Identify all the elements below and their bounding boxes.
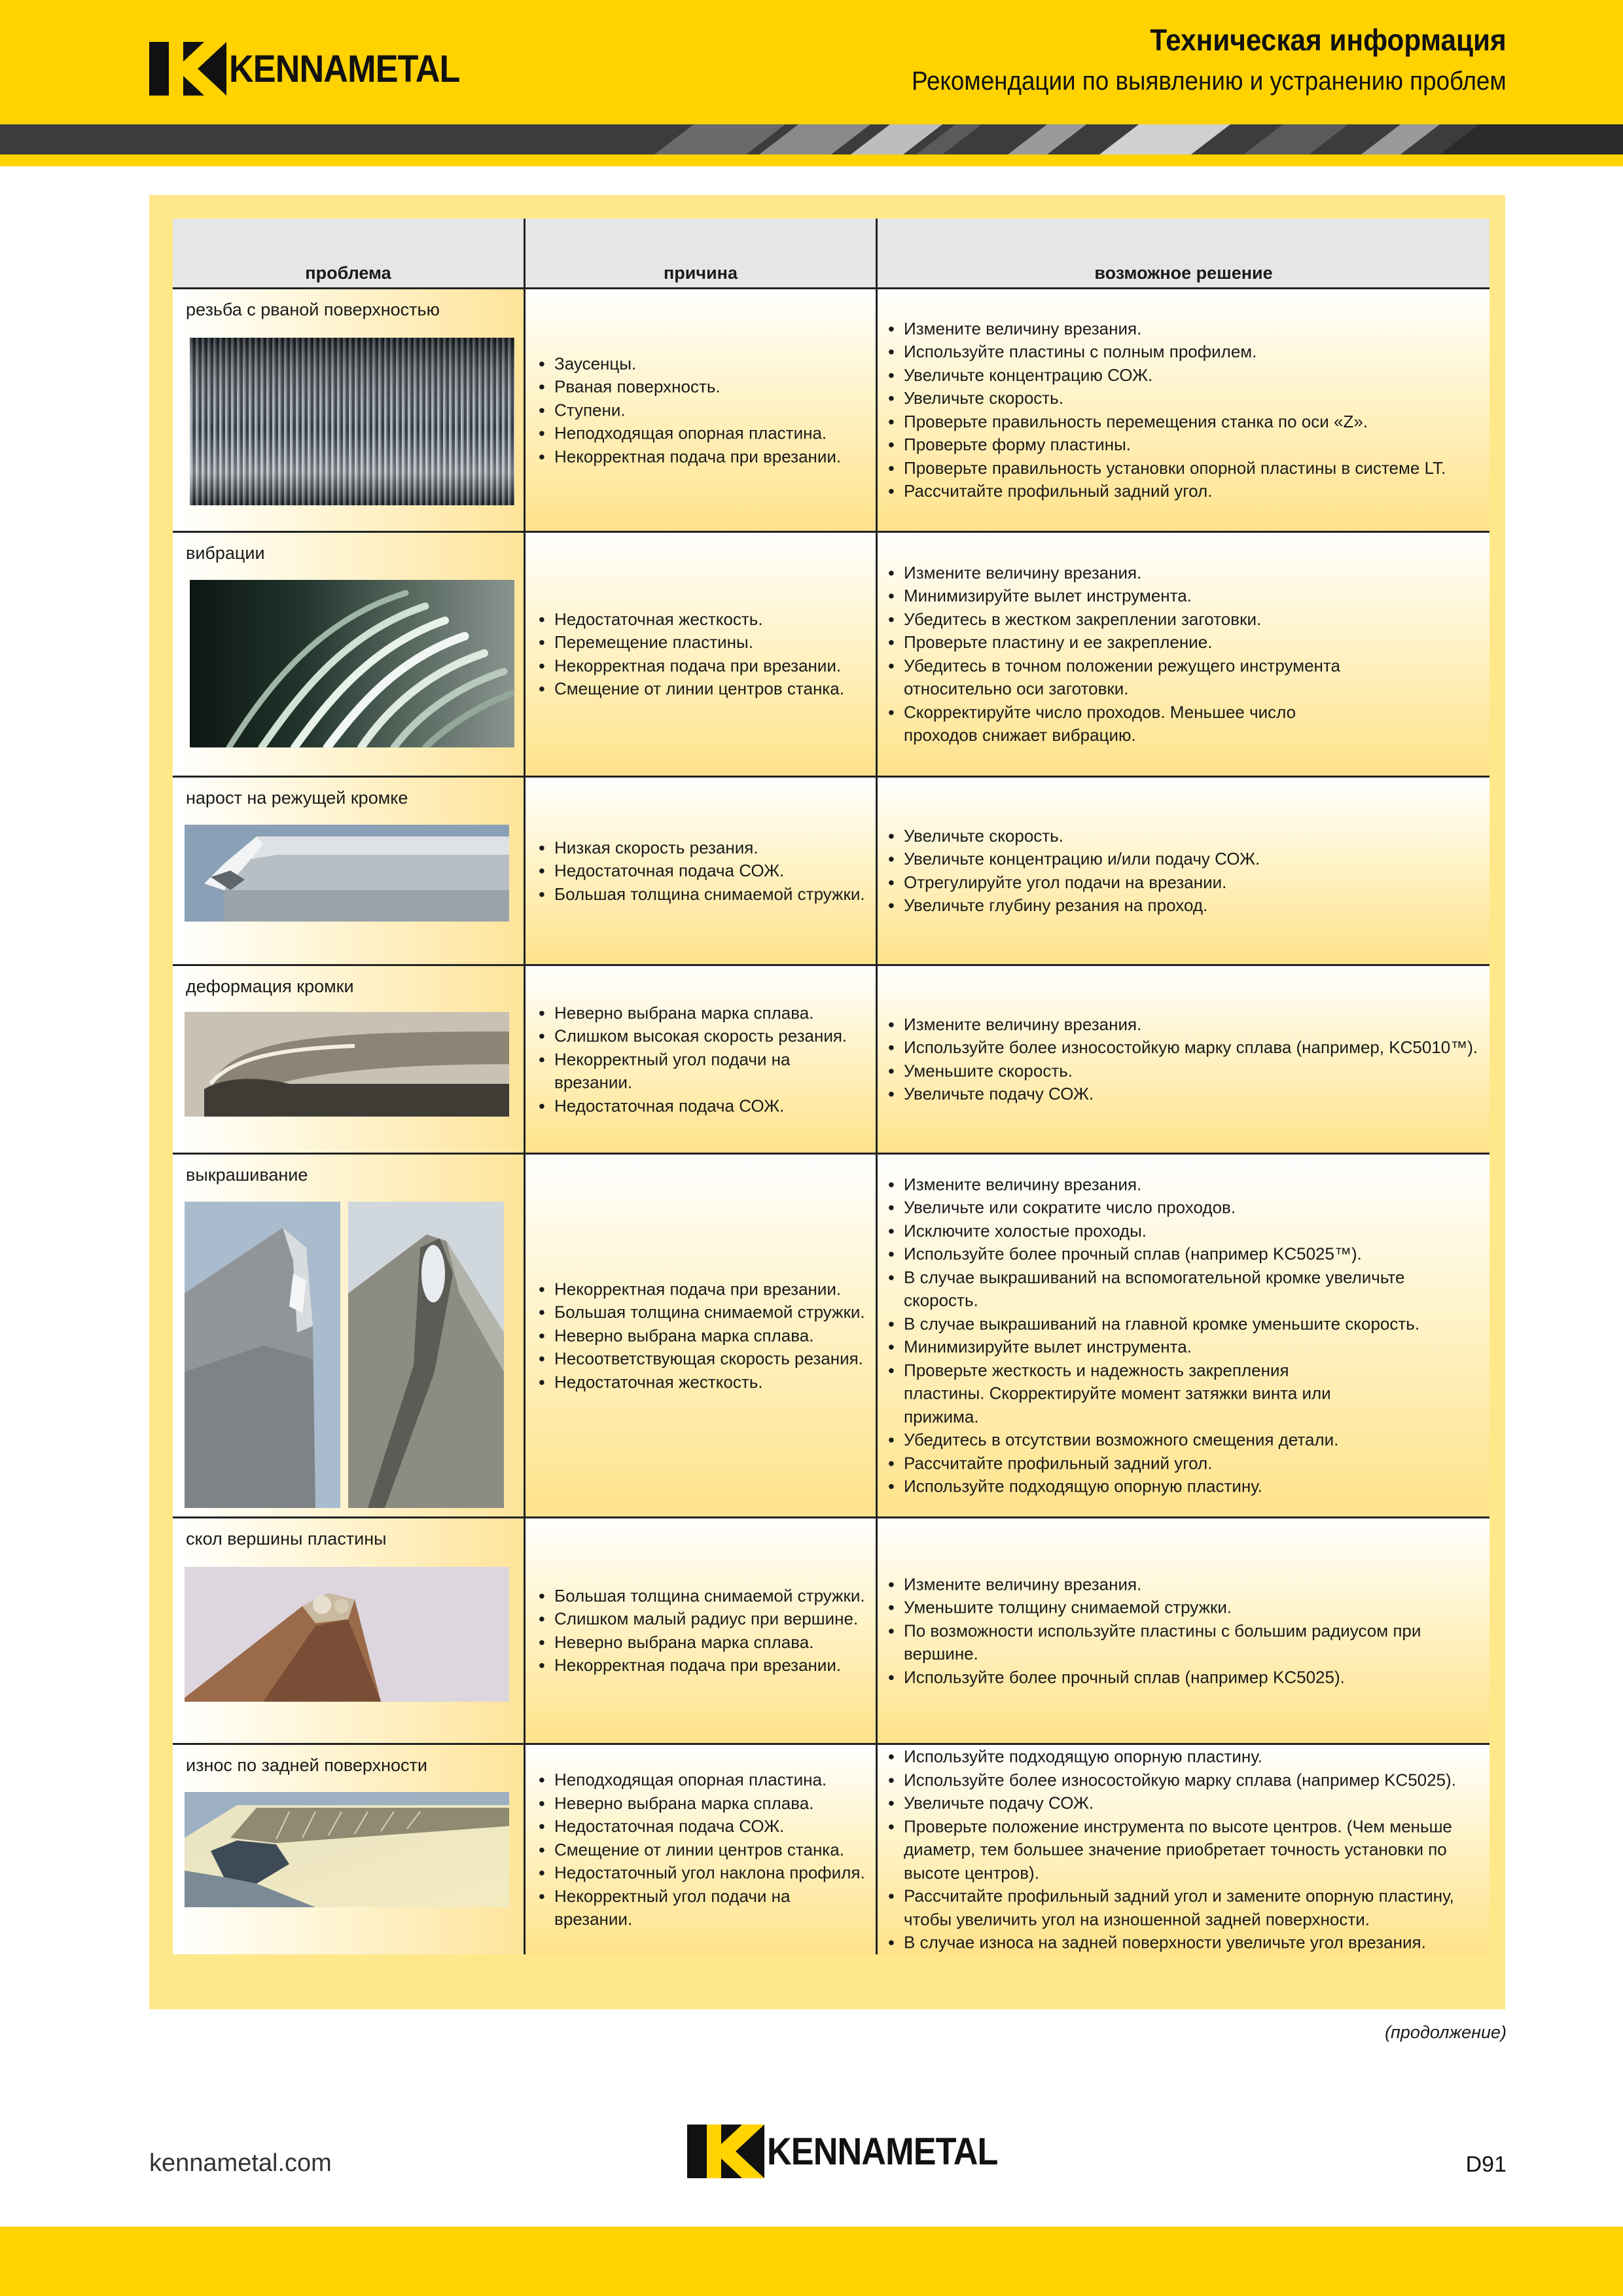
torn-thread-photo (190, 338, 514, 505)
k-logo-icon (687, 2125, 764, 2178)
table-header (173, 219, 1489, 289)
problem-cell (173, 289, 524, 531)
list-item: • Убедитесь в отсутствии возможного смещения детали. (888, 1429, 1483, 1452)
problem-cell (173, 966, 524, 1153)
solution-list (878, 1745, 1489, 1954)
brand-name: KENNAMETAL (767, 2130, 998, 2173)
list-item: • По возможности используйте пластины с большим радиусом при вершине. (888, 1619, 1483, 1666)
cause-cell (524, 1745, 876, 1954)
column-header-solution: возможное решение (876, 219, 1489, 287)
list-item: • Уменьшите скорость. (888, 1060, 1483, 1083)
list-item: • Увеличьте глубину резания на проход. (888, 894, 1483, 918)
list-item: • Ступени. (539, 399, 869, 422)
list-item: • Заусенцы. (539, 352, 869, 376)
list-item: • Большая толщина снимаемой стружки. (539, 882, 869, 906)
kennametal-logo-footer (687, 2125, 1024, 2178)
list-item: • Недостаточная жесткость. (539, 1371, 869, 1394)
problem-label: износ по задней поверхности (186, 1755, 427, 1775)
problem-label: скол вершины пластины (186, 1529, 387, 1549)
list-item: • Проверьте форму пластины. (888, 433, 1483, 457)
list-item: • Некорректный угол подачи на врезании. (539, 1884, 869, 1931)
list-item: • Исключите холостые проходы. (888, 1219, 1483, 1243)
cause-cell (524, 966, 876, 1153)
table-row (173, 533, 1489, 778)
table-row (173, 1155, 1489, 1518)
list-item: • Некорректный угол подачи на врезании. (539, 1048, 869, 1094)
cause-list (526, 1278, 876, 1394)
built-up-edge-photo (185, 825, 509, 922)
list-item: • Низкая скорость резания. (539, 836, 869, 859)
cause-cell (524, 1155, 876, 1516)
solution-list (878, 1173, 1489, 1498)
content-panel (149, 195, 1505, 2009)
header-titles (860, 22, 1507, 96)
list-item: • Неверно выбрана марка сплава. (539, 1631, 869, 1655)
cause-list (526, 1585, 876, 1677)
k-logo-icon (149, 42, 226, 96)
cause-list (526, 1768, 876, 1931)
problem-cell (173, 1745, 524, 1954)
solution-list (878, 562, 1489, 747)
list-item: • В случае выкрашиваний на главной кромке уменьшите скорость. (888, 1312, 1483, 1336)
list-item: • Неподходящая опорная пластина. (539, 1768, 869, 1792)
list-item: • Используйте пластины с полным профилем. (888, 340, 1483, 364)
column-header-cause: причина (524, 219, 876, 287)
solution-list (878, 317, 1489, 503)
list-item: • Неподходящая опорная пластина. (539, 422, 869, 445)
problem-label: вибрации (186, 543, 265, 563)
list-item: • Увеличьте скорость. (888, 387, 1483, 410)
list-item: • Слишком малый радиус при вершине. (539, 1607, 869, 1631)
solution-list (878, 825, 1489, 918)
column-header-problem: проблема (305, 263, 391, 283)
solution-list (878, 1573, 1489, 1689)
header-yellow-underline (0, 154, 1623, 166)
list-item: • Измените величину врезания. (888, 1013, 1483, 1037)
list-item: • Проверьте жесткость и надежность закрепления пластины. Скорректируйте момент затяжки винта или прижима. (888, 1359, 1359, 1429)
list-item: • Увеличьте подачу СОЖ. (888, 1083, 1483, 1106)
cause-list (526, 352, 876, 469)
kennametal-logo (149, 42, 486, 96)
problem-cell (173, 1155, 524, 1516)
header-stripe (0, 124, 1623, 154)
list-item: • Используйте более прочный сплав (например KC5025™). (888, 1243, 1483, 1266)
list-item: • Несоответствующая скорость резания. (539, 1347, 869, 1371)
list-item: • Большая толщина снимаемой стружки. (539, 1300, 869, 1324)
solution-cell (876, 533, 1489, 776)
list-item: • Измените величину врезания. (888, 1173, 1483, 1196)
solution-cell (876, 778, 1489, 964)
list-item: • Неверно выбрана марка сплава. (539, 1324, 869, 1348)
list-item: • Уменьшите толщину снимаемой стружки. (888, 1596, 1483, 1619)
list-item: • Используйте более прочный сплав (например KC5025). (888, 1666, 1483, 1689)
nose-breakage-photo (185, 1567, 509, 1702)
list-item: • Минимизируйте вылет инструмента. (888, 584, 1483, 608)
list-item: • Увеличьте скорость. (888, 825, 1483, 848)
list-item: • Перемещение пластины. (539, 631, 869, 655)
solution-cell (876, 289, 1489, 531)
list-item: • В случае выкрашиваний на вспомогательной кромке увеличьте скорость. (888, 1266, 1483, 1312)
list-item: • Убедитесь в жестком закреплении заготовки. (888, 608, 1483, 632)
list-item: • Слишком высокая скорость резания. (539, 1024, 869, 1048)
list-item: • Смещение от линии центров станка. (539, 1838, 869, 1861)
list-item: • Используйте более износостойкую марку сплава (например, KC5010™). (888, 1036, 1483, 1060)
problem-cell (173, 778, 524, 964)
list-item: • Проверьте правильность перемещения станка по оси «Z». (888, 410, 1483, 434)
table-row (173, 289, 1489, 533)
list-item: • Недостаточная подача СОЖ. (539, 859, 869, 883)
page-title: Техническая информация (1150, 23, 1507, 57)
list-item: • Скорректируйте число проходов. Меньшее число проходов снижает вибрацию. (888, 701, 1333, 747)
list-item: • Некорректная подача при врезании. (539, 655, 869, 678)
table-row (173, 778, 1489, 966)
website-link[interactable]: kennametal.com (149, 2149, 332, 2177)
list-item: • Рассчитайте профильный задний угол. (888, 1452, 1483, 1475)
vibration-thread-photo (190, 580, 514, 747)
problem-label: нарост на режущей кромке (186, 788, 408, 808)
stripe-pattern (0, 124, 1623, 154)
list-item: • Измените величину врезания. (888, 562, 1483, 585)
problem-cell (173, 533, 524, 776)
edge-deformation-photo (185, 1012, 509, 1117)
cause-cell (524, 533, 876, 776)
list-item: • Отрегулируйте угол подачи на врезании. (888, 871, 1483, 895)
chipping-photo-right (348, 1202, 504, 1508)
cause-cell (524, 289, 876, 531)
list-item: • Проверьте пластину и ее закрепление. (888, 631, 1483, 655)
list-item: • В случае износа на задней поверхности увеличьте угол врезания. (888, 1931, 1483, 1954)
list-item: • Используйте более износостойкую марку сплава (например KC5025). (888, 1768, 1483, 1792)
problem-label: резьба с рваной поверхностью (186, 300, 440, 319)
list-item: • Недостаточная подача СОЖ. (539, 1094, 869, 1118)
list-item: • Используйте подходящую опорную пластину. (888, 1475, 1483, 1499)
list-item: • Недостаточный угол наклона профиля. (539, 1861, 869, 1885)
troubleshooting-table (173, 219, 1489, 1954)
list-item: • Измените величину врезания. (888, 317, 1483, 341)
list-item: • Увеличьте подачу СОЖ. (888, 1791, 1483, 1815)
list-item: • Проверьте правильность установки опорной пластины в системе LT. (888, 457, 1483, 480)
solution-cell (876, 966, 1489, 1153)
list-item: • Увеличьте концентрацию и/или подачу СОЖ. (888, 848, 1483, 871)
brand-name: KENNAMETAL (229, 47, 460, 90)
list-item: • Увеличьте или сократите число проходов. (888, 1196, 1483, 1220)
list-item: • Некорректная подача при врезании. (539, 445, 869, 469)
page-header (0, 0, 1623, 124)
table-row (173, 966, 1489, 1155)
list-item: • Проверьте положение инструмента по высоте центров. (Чем меньше диаметр, тем большее значение приобретает точность установки по высоте центров). (888, 1815, 1483, 1885)
list-item: • Убедитесь в точном положении режущего инструмента относительно оси заготовки. (888, 655, 1412, 701)
footer-yellow-bar (0, 2227, 1623, 2296)
solution-list (878, 1013, 1489, 1106)
cause-list (526, 608, 876, 701)
list-item: • Неверно выбрана марка сплава. (539, 1001, 869, 1025)
cause-cell (524, 1518, 876, 1743)
table-row (173, 1745, 1489, 1954)
list-item: • Увеличьте концентрацию СОЖ. (888, 364, 1483, 387)
cause-cell (524, 778, 876, 964)
list-item: • Рассчитайте профильный задний угол и замените опорную пластину, чтобы увеличить угол на изношенной задней поверхности. (888, 1884, 1483, 1931)
problem-label: деформация кромки (186, 977, 354, 996)
table-row (173, 1518, 1489, 1745)
list-item: • Смещение от линии центров станка. (539, 677, 869, 701)
problem-cell (173, 1518, 524, 1743)
continued-note: (продолжение) (1385, 2022, 1507, 2042)
page-number: D91 (1465, 2152, 1507, 2177)
problem-label: выкрашивание (186, 1165, 308, 1185)
page-subtitle: Рекомендации по выявлению и устранению проблем (912, 67, 1507, 96)
list-item: • Рассчитайте профильный задний угол. (888, 480, 1483, 503)
list-item: • Рваная поверхность. (539, 375, 869, 399)
cause-list (526, 836, 876, 906)
list-item: • Измените величину врезания. (888, 1573, 1483, 1596)
flank-wear-photo (185, 1792, 509, 1907)
list-item: • Некорректная подача при врезании. (539, 1278, 869, 1301)
list-item: • Недостаточная жесткость. (539, 608, 869, 632)
solution-cell (876, 1745, 1489, 1954)
list-item: • Большая толщина снимаемой стружки. (539, 1585, 869, 1608)
list-item: • Недостаточная подача СОЖ. (539, 1815, 869, 1839)
list-item: • Минимизируйте вылет инструмента. (888, 1336, 1483, 1359)
list-item: • Используйте подходящую опорную пластину. (888, 1745, 1483, 1768)
solution-cell (876, 1518, 1489, 1743)
cause-list (526, 1001, 876, 1118)
list-item: • Некорректная подача при врезании. (539, 1654, 869, 1677)
list-item: • Неверно выбрана марка сплава. (539, 1791, 869, 1815)
solution-cell (876, 1155, 1489, 1516)
chipping-photo-left (185, 1202, 340, 1508)
